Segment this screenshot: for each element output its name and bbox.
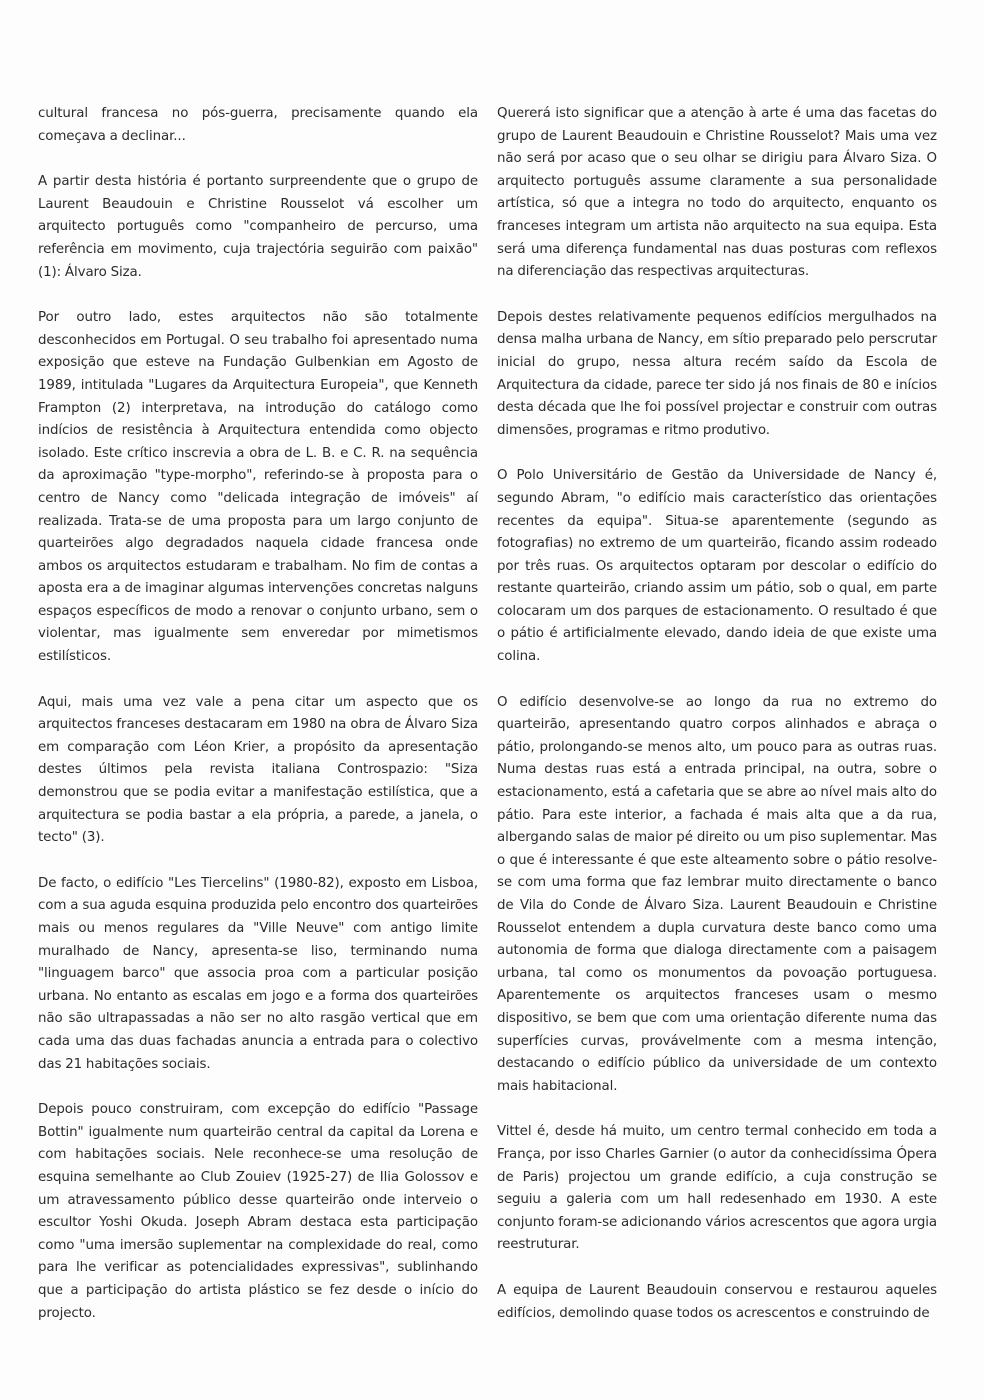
paragraph: Depois pouco construiram, com excepção do edifício "Passage Bottin" igualmente num quarteirão central da capital da Lorena e com habitações sociais. Nele reconhece-se uma resolução de esquina semelhante ao Club Zouiev (1925-27) de Ilia Golossov e um atravessamento público desse quarteirão onde interveio o escultor Yoshi Okuda. Joseph Abram destaca esta participação como "uma imersão suplementar na complexidade do real, como para lhe verificar as potencialidades expressivas", sublinhando que a participação do artista plástico se fez desde o início do projecto. bbox=[38, 1102, 478, 1321]
paragraph: Depois destes relativamente pequenos edifícios mergulhados na densa malha urbana de Nancy, em sítio preparado pelo perscrutar inicial do grupo, nessa altura recém saído da Escola de Arquitectura da cidade, parece ter sido já nos finais de 80 e inícios desta década que lhe foi possível projectar e construir com outras dimensões, programas e ritmo produtivo. bbox=[497, 309, 937, 438]
paragraph: A partir desta história é portanto surpreendente que o grupo de Laurent Beaudouin e Christine Rousselot vá escolher um arquitecto português como "companheiro de percurso, uma referência em movimento, cuja trajectória seguirão com paixão" (1): Álvaro Siza. bbox=[38, 174, 478, 280]
paragraph: De facto, o edifício "Les Tiercelins" (1980-82), exposto em Lisboa, com a sua aguda esquina produzida pelo encontro dos quarteirões mais ou menos regulares da "Ville Neuve" com antigo limite muralhado de Nancy, apresenta-se liso, terminando numa "linguagem barco" que associa proa com a particular posição urbana. No entanto as escalas em jogo e a forma dos quarteirões não são ultrapassadas a não ser no alto rasgão vertical que em cada uma das duas fachadas anuncia a entrada para o colectivo das 21 habitações sociais. bbox=[38, 875, 478, 1072]
right-text-column bbox=[497, 103, 937, 1325]
paragraph: cultural francesa no pós-guerra, precisamente quando ela começava a declinar... bbox=[38, 106, 478, 144]
left-text-column bbox=[38, 103, 478, 1325]
paragraph: Aqui, mais uma vez vale a pena citar um aspecto que os arquitectos franceses destacaram em 1980 na obra de Álvaro Siza em comparação com Léon Krier, a propósito da apresentação destes últimos pela revista italiana Controspazio: "Siza demonstrou que se podia evitar a manifestação estilística, que a arquitectura se podia bastar a ela própria, a parede, a janela, o tecto" (3). bbox=[38, 694, 478, 846]
paragraph: Quererá isto significar que a atenção à arte é uma das facetas do grupo de Laurent Beaudouin e Christine Rousselot? Mais uma vez não será por acaso que o seu olhar se dirigiu para Álvaro Siza. O arquitecto português assume claramente a sua personalidade artística, só que a integra no todo do arquitecto, enquanto os franceses integram um artista não arquitecto na sua equipa. Esta será uma diferença fundamental nas duas posturas com reflexos na diferenciação das respectivas arquitecturas. bbox=[497, 106, 937, 280]
paragraph: O Polo Universitário de Gestão da Universidade de Nancy é, segundo Abram, "o edifício mais característico das orientações recentes da equipa". Situa-se aparentemente (segundo as fotografias) no extremo de um quarteirão, ficando assim rodeado por três ruas. Os arquitectos optaram por descolar o edifício do restante quarteirão, criando assim um pátio, sob o qual, em parte colocaram um dos parques de estacionamento. O resultado é que o pátio é artificialmente elevado, dando ideia de que existe uma colina. bbox=[497, 468, 937, 665]
paragraph: Vittel é, desde há muito, um centro termal conhecido em toda a França, por isso Charles Garnier (o autor da conhecidíssima Ópera de Paris) projectou um grande edifício, a cuja construção se seguiu a galeria com um hall redesenhado em 1930. A este conjunto foram-se adicionando vários acrescentos que agora urgia reestruturar. bbox=[497, 1124, 937, 1253]
paragraph: A equipa de Laurent Beaudouin conservou e restaurou aqueles edifícios, demolindo quase todos os acrescentos e construindo de bbox=[497, 1282, 937, 1321]
paragraph: Por outro lado, estes arquitectos não são totalmente desconhecidos em Portugal. O seu trabalho foi apresentado numa exposição que esteve na Fundação Gulbenkian em Agosto de 1989, intitulada "Lugares da Arquitectura Europeia", que Kenneth Frampton (2) interpretava, na introdução do catálogo como indícios de resistência à Arquitectura entendida como objecto isolado. Este crítico inscrevia a obra de L. B. e C. R. na sequência da aproximação "type-morpho", referindo-se à proposta para o centro de Nancy como "delicada integração de imóveis" aí realizada. Trata-se de uma proposta para um largo conjunto de quarteirões algo degradados naquela cidade francesa onde ambos os arquitectos estudaram e trabalham. No fim de contas a aposta era a de imaginar algumas intervenções concretas nalguns espaços específicos de modo a renovar o conjunto urbano, sem o violentar, mas igualmente sem enveredar por mimetismos estilísticos. bbox=[38, 310, 478, 665]
paragraph: O edifício desenvolve-se ao longo da rua no extremo do quarteirão, apresentando quatro corpos alinhados e abraça o pátio, prolongando-se menos alto, um pouco para as outras ruas. Numa destas ruas está a entrada principal, na outra, sobre o estacionamento, está a cafetaria que se abre ao nível mais alto do pátio. Para este interior, a fachada é mais alta que a da rua, albergando salas de maior pé direito ou um piso suplementar. Mas o que é interessante é que este alteamento sobre o pátio resolve-se com uma forma que faz lembrar muito directamente o banco de Vila do Conde de Álvaro Siza. Laurent Beaudouin e Christine Rousselot entendem a dupla curvatura deste banco como uma autonomia de forma que dialoga directamente com a paisagem urbana, tal como os monumentos da povoação portuguesa. Aparentemente os arquitectos franceses usam o mesmo dispositivo, se bem que com uma orientação diferente numa das superfícies curvas, provávelmente com a mesma intenção, destacando o edifício público da universidade de um contexto mais habitacional. bbox=[497, 694, 937, 1094]
